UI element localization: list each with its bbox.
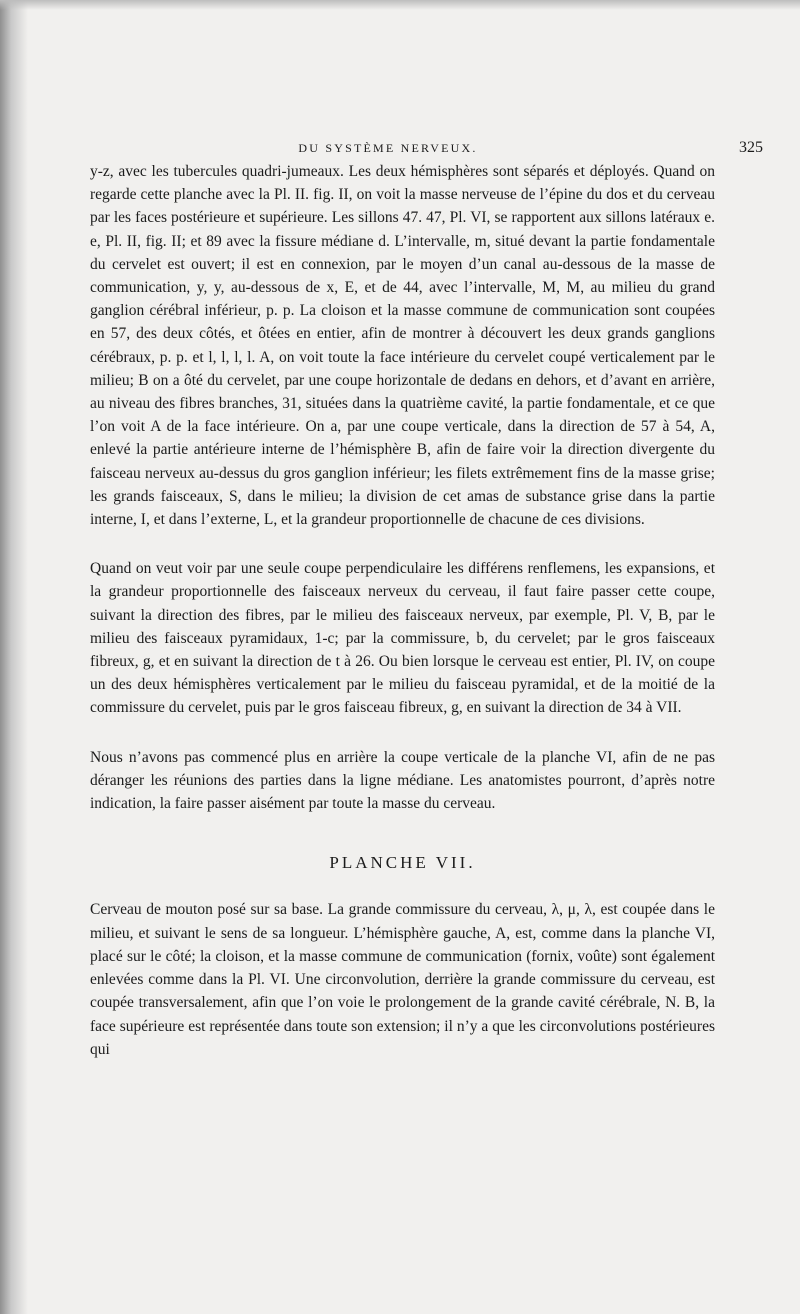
- section-heading: PLANCHE VII.: [329, 853, 476, 873]
- paragraph-continuation: y-z, avec les tubercules quadri-jumeaux. Les deux hémisphères sont séparés et déployés. Quand on regarde cette planche avec la Pl. II. fig. II, on voit la masse nerveuse de l’épine du dos et du cerveau par les faces postérieure et supérieure. Les sillons 47. 47, Pl. VI, se rapportent aux sillons latéraux e. e, Pl. II, fig. II; et 89 avec la fissure médiane d. L’intervalle, m, situé devant la partie fondamentale du cervelet est ouvert; il est en connexion, par le moyen d’un canal au-dessous de la masse de communication, y, y, au-dessous de x, E, et de 44, avec l’intervalle, M, M, au milieu du grand ganglion cérébral inférieur, p. p. La cloison et la masse commune de communication sont coupées en 57, des deux côtés, et ôtées en entier, afin de montrer à découvert les deux grands ganglions cérébraux, p. p. et l, l, l, l. A, on voit toute la face intérieure du cervelet coupé verticalement par le milieu; B on a ôté du cervelet, par une coupe horizontale de dedans en dehors, et d’avant en arrière, au niveau des fibres branches, 31, situées dans la quatrième cavité, la partie fondamentale, et ce que l’on voit A de la face intérieure. On a, par une coupe verticale, dans la direction de 57 à 54, A, enlevé la partie antérieure interne de l’hémisphère B, afin de faire voir la direction divergente du faisceau nerveux au-dessus du gros ganglion inférieur; les filets extrêmement fins de la masse grise; les grands faisceaux, S, dans le milieu; la division de cet amas de substance grise dans la partie interne, I, et dans l’externe, L, et la grandeur proportionnelle de chacune de ces divisions.: [90, 163, 715, 529]
- paragraph-coupe-verticale: Nous n’avons pas commencé plus en arrière la coupe verticale de la planche VI, afin de ne pas déranger les réunions des parties dans la ligne médiane. Les anatomistes pourront, d’après notre indication, la faire passer aisément par toute la masse du cerveau.: [90, 748, 715, 813]
- binding-shadow: [0, 0, 28, 1314]
- body-text: [90, 160, 715, 1061]
- running-head: [0, 141, 800, 161]
- page-number: 325: [739, 139, 763, 156]
- top-edge-shadow: [0, 0, 800, 10]
- paragraph-coupe-perpendiculaire: Quand on veut voir par une seule coupe perpendiculaire les différens renflemens, les expansions, et la grandeur proportionnelle des faisceaux nerveux du cerveau, il faut faire passer cette coupe, suivant la direction des fibres, par le milieu des faisceaux nerveux, par exemple, Pl. V, B, par le milieu des faisceaux pyramidaux, 1-c; par la commissure, b, du cervelet; par le gros faisceaux fibreux, g, et en suivant la direction de t à 26. Ou bien lorsque le cerveau est entier, Pl. IV, on coupe un des deux hémisphères verticalement par le milieu du faisceau pyramidal, et de la moitié de la commissure du cervelet, puis par le gros faisceau fibreux, g, en suivant la direction de 34 à VII.: [90, 560, 715, 717]
- running-title: DU SYSTÈME NERVEUX.: [298, 141, 478, 155]
- paragraph-planche-vii: Cerveau de mouton posé sur sa base. La grande commissure du cerveau, λ, μ, λ, est coupée dans le milieu, et suivant le sens de sa longueur. L’hémisphère gauche, A, est, comme dans la planche VI, placé sur le côté; la cloison, et la masse commune de communication (fornix, voûte) sont également enlevées comme dans la Pl. VI. Une circonvolution, derrière la grande commissure du cerveau, est coupée transversalement, afin que l’on voie le prolongement de la grande cavité cérébrale, N. B, la face supérieure est représentée dans toute son extension; il n’y a que les circonvolutions postérieures qui: [90, 901, 715, 1058]
